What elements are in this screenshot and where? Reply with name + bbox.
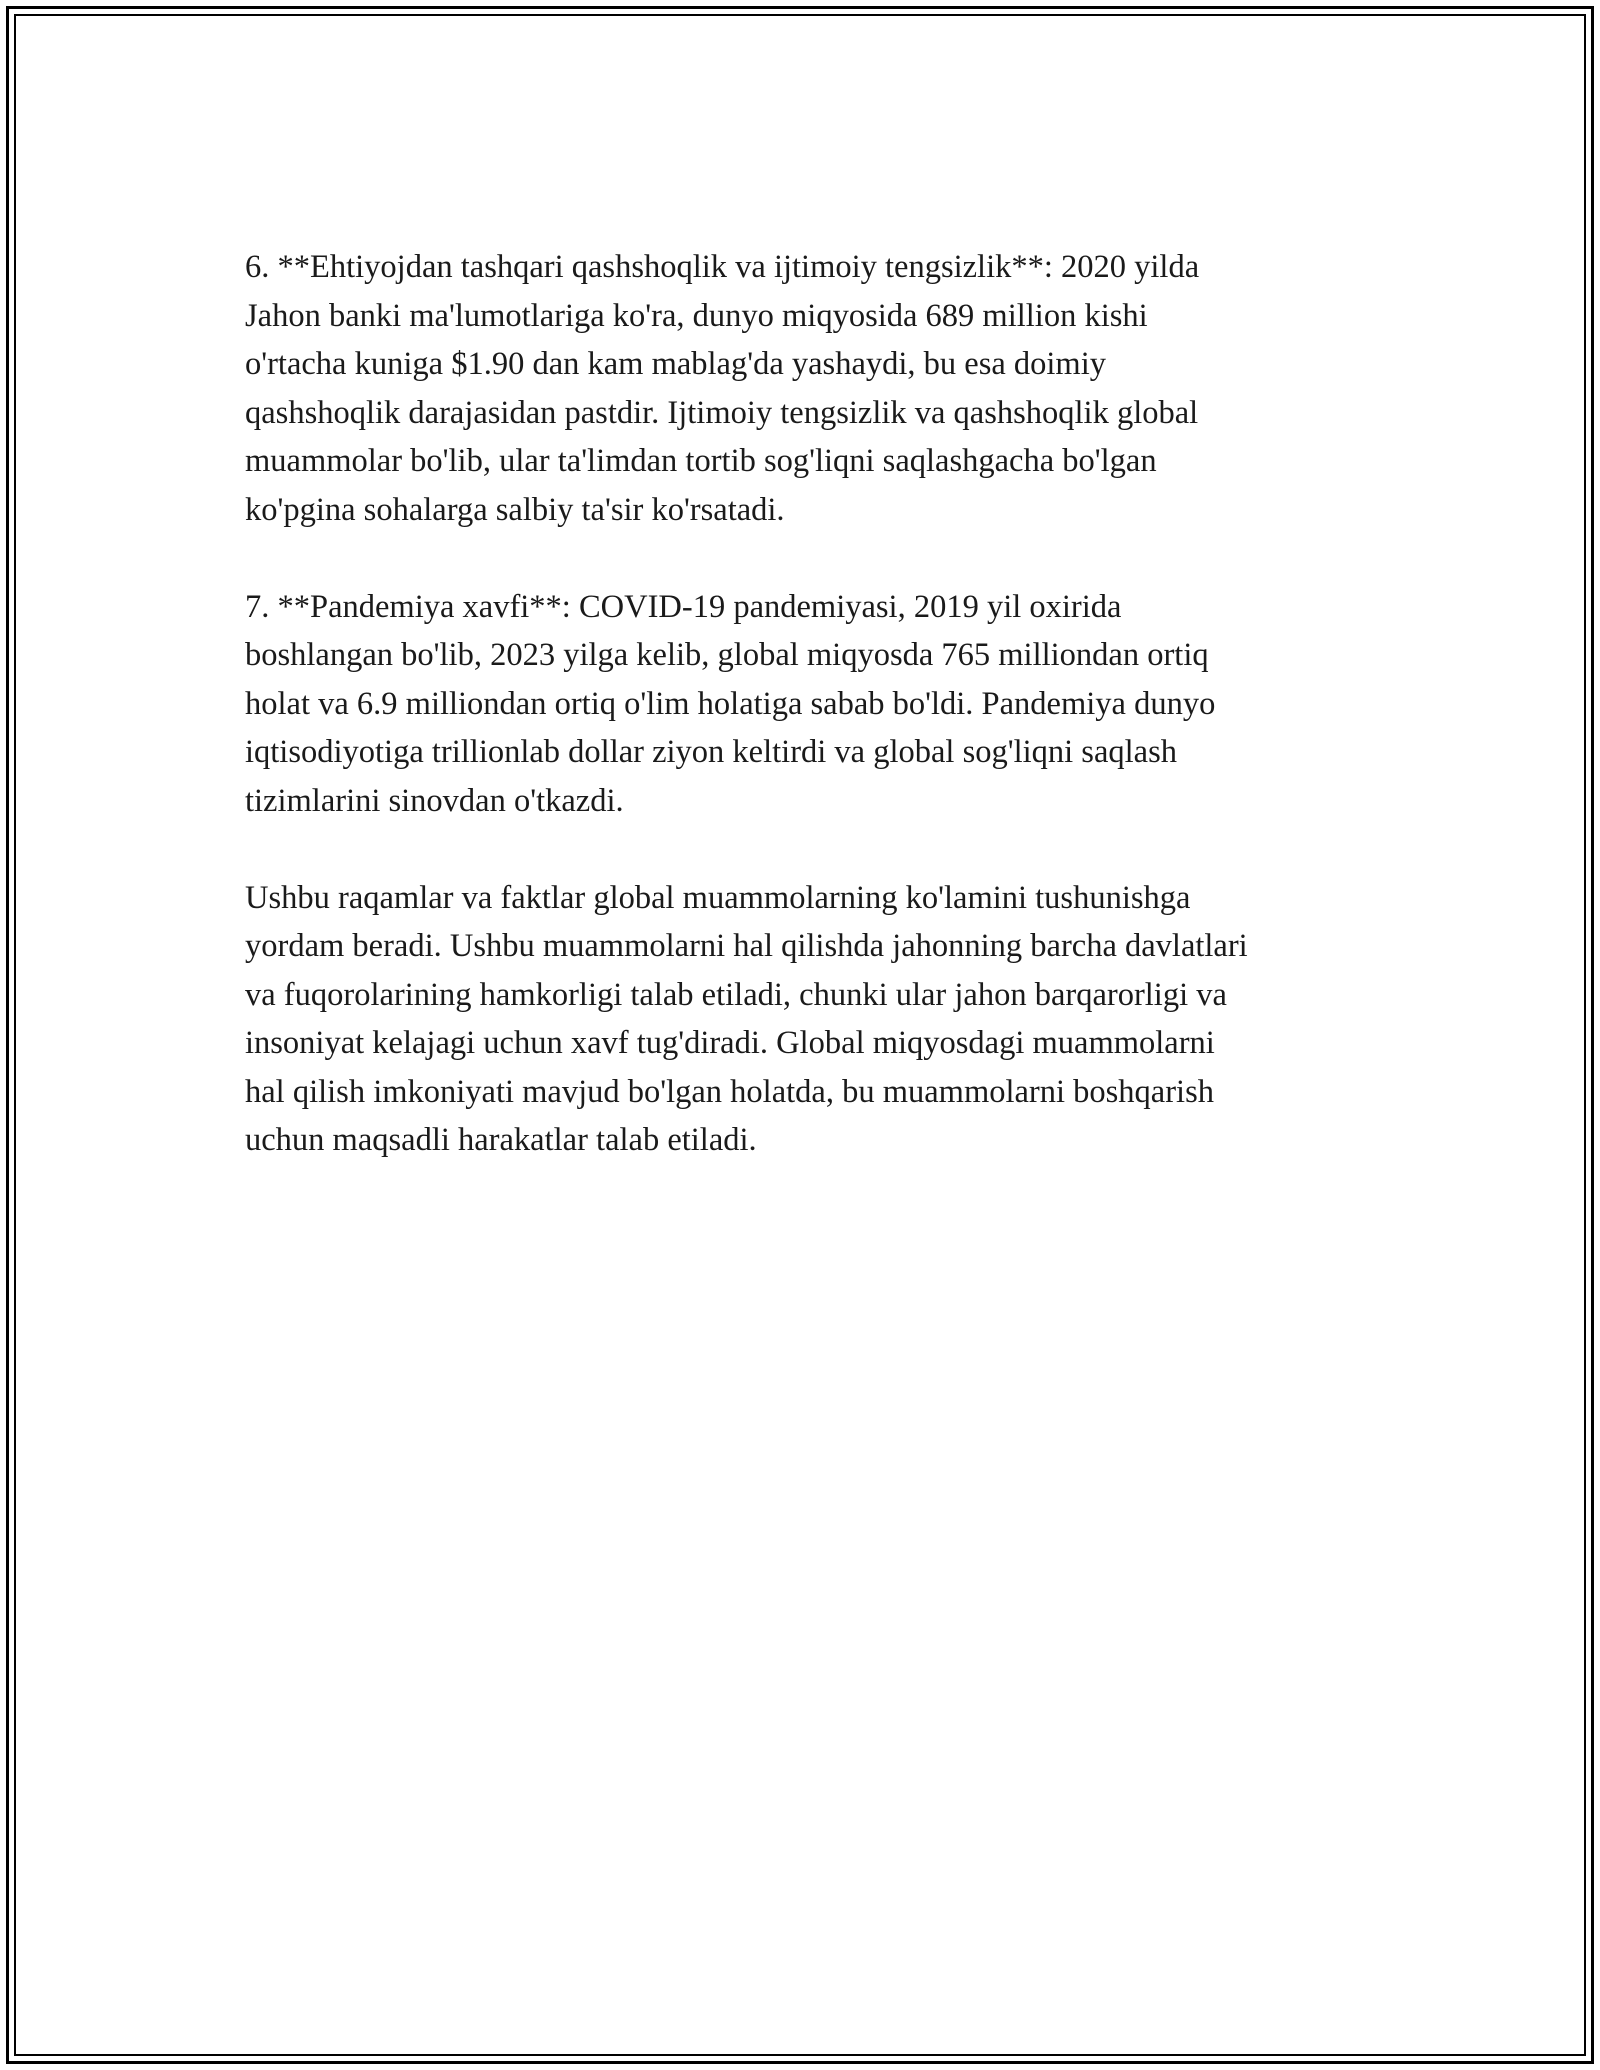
text-line: 7. **Pandemiya xavfi**: COVID-19 pandemiyasi, 2019 yil oxirida [245,588,1122,625]
text-line: tizimlarini sinovdan o'tkazdi. [245,782,624,819]
text-line: Ushbu raqamlar va faktlar global muammolarning ko'lamini tushunishga [245,879,1191,916]
text-line: insoniyat kelajagi uchun xavf tug'diradi. Global miqyosdagi muammolarni [245,1025,1215,1061]
paragraph-pandemic-risk [245,583,1395,826]
paragraph-conclusion [245,874,1395,1165]
text-line: ko'pgina sohalarga salbiy ta'sir ko'rsatadi. [245,491,785,528]
text-line: yordam beradi. Ushbu muammolarni hal qilishda jahonning barcha davlatlari [245,928,1248,964]
document-body [245,243,1395,1213]
text-line: hal qilish imkoniyati mavjud bo'lgan holatda, bu muammolarni boshqarish [245,1073,1214,1110]
text-line: o'rtacha kuniga $1.90 dan kam mablag'da yashaydi, bu esa doimiy [245,346,1106,382]
text-line: boshlangan bo'lib, 2023 yilga kelib, global miqyosda 765 milliondan ortiq [245,637,1209,673]
text-line: 6. **Ehtiyojdan tashqari qashshoqlik va ijtimoiy tengsizlik**: 2020 yilda [245,249,1200,285]
text-line: holat va 6.9 milliondan ortiq o'lim holatiga sabab bo'ldi. Pandemiya dunyo [245,685,1216,722]
text-line: Jahon banki ma'lumotlariga ko'ra, dunyo miqyosida 689 million kishi [245,297,1148,334]
text-line: iqtisodiyotiga trillionlab dollar ziyon keltirdi va global sog'liqni saqlash [245,734,1177,770]
paragraph-poverty-inequality [245,243,1395,534]
page-frame [6,6,1594,2064]
text-line: va fuqorolarining hamkorligi talab etiladi, chunki ular jahon barqarorligi va [245,976,1227,1013]
text-line: muammolar bo'lib, ular ta'limdan tortib sog'liqni saqlashgacha bo'lgan [245,443,1157,479]
text-line: uchun maqsadli harakatlar talab etiladi. [245,1122,757,1158]
text-line: qashshoqlik darajasidan pastdir. Ijtimoiy tengsizlik va qashshoqlik global [245,394,1199,431]
